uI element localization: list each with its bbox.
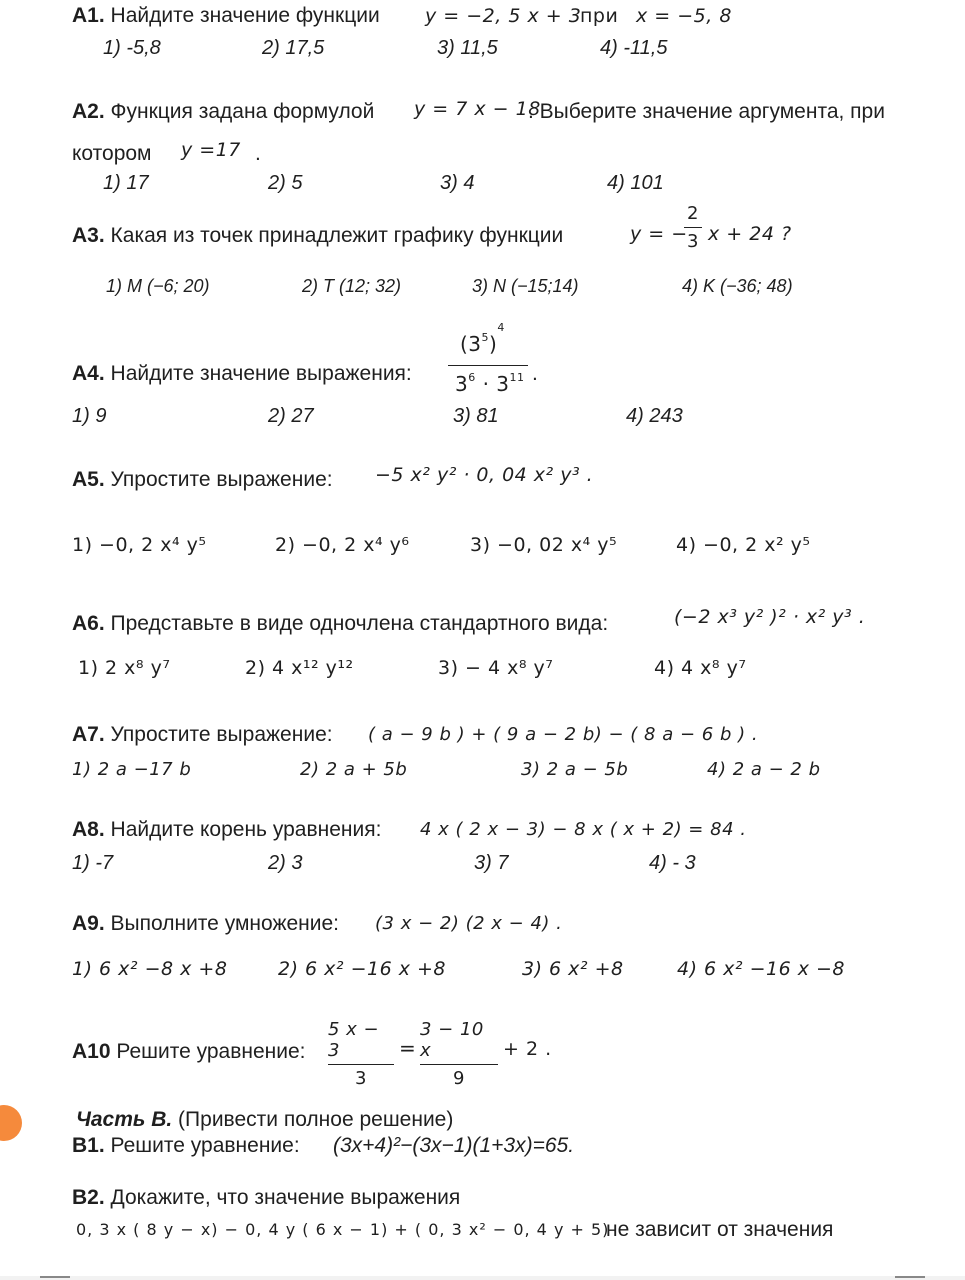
option-1: 1) 9 — [72, 405, 107, 427]
question-text — [72, 100, 374, 124]
option-2: 2) 6 x² −16 x +8 — [278, 958, 446, 980]
question-label: А7. — [72, 723, 105, 746]
option-1: 1) −0, 2 x⁴ y⁵ — [72, 534, 207, 556]
numerator-exponent-outer: 4 — [497, 321, 505, 334]
question-text — [72, 224, 563, 248]
question-prompt: Докажите, что значение выражения — [104, 1186, 461, 1209]
question-b2 — [72, 1186, 460, 1210]
option-3: 3) N (−15;14) — [472, 276, 579, 296]
option-4: 4) -11,5 — [600, 37, 668, 59]
option-2: 2) 17,5 — [262, 37, 325, 59]
denominator-base: 3 — [455, 372, 469, 396]
formula-prefix: y = − — [630, 223, 688, 245]
question-text — [72, 4, 380, 28]
option-3: 3) 4 — [440, 172, 475, 194]
option-3: 3) 6 x² +8 — [522, 958, 624, 980]
formula: y = 7 x − 18 — [414, 98, 541, 120]
fraction-bar — [684, 227, 702, 228]
option-1: 1) -7 — [72, 852, 114, 874]
question-text — [72, 723, 333, 747]
part-b-title: Часть В. — [76, 1108, 173, 1131]
formula: y = −2, 5 x + 3 — [425, 5, 582, 27]
expression: (3 x − 2) (2 x − 4) . — [375, 913, 563, 934]
fraction-numerator: 3 − 10 x — [420, 1019, 484, 1061]
question-prompt: Упростите выражение: — [110, 723, 333, 746]
question-prompt: Найдите корень уравнения: — [110, 818, 382, 841]
fraction-denominator — [455, 372, 525, 396]
option-2: 2) 27 — [268, 405, 314, 427]
question-label: В1. — [72, 1134, 105, 1157]
b2-expression: 0, 3 x ( 8 y − x) − 0, 4 y ( 6 x − 1) + ( 0, 3 x² − 0, 4 y + 5) — [76, 1220, 610, 1239]
option-2: 2) 3 — [268, 852, 303, 874]
equals-sign: = — [399, 1036, 417, 1060]
numerator-base: (3 — [460, 332, 482, 356]
expression: −5 x² y² · 0, 04 x² y³ . — [375, 464, 594, 486]
bottom-bar — [0, 1276, 965, 1280]
question-prompt-cont: . Выберите значение аргумента, при — [528, 100, 885, 123]
option-1: 1) 17 — [103, 172, 149, 194]
y-value: y =17 — [181, 139, 241, 161]
fraction-bar — [420, 1064, 498, 1065]
b1-expression: (3x+4)²−(3x−1)(1+3x)=65. — [333, 1134, 575, 1157]
question-text — [72, 1040, 306, 1064]
period: . — [532, 362, 538, 385]
fraction-denominator: 3 — [687, 231, 699, 252]
question-prompt: Решите уравнение: — [116, 1040, 306, 1063]
numerator-close: ) — [489, 332, 498, 356]
question-prompt: Какая из точек принадлежит графику функции — [110, 224, 564, 247]
question-prompt: Функция задана формулой — [110, 100, 375, 123]
question-text — [72, 912, 339, 936]
option-2: 2) 4 x¹² y¹² — [245, 657, 354, 679]
question-label: А3. — [72, 224, 105, 247]
option-4: 4) 101 — [607, 172, 664, 194]
option-4: 4) 2 a − 2 b — [707, 759, 821, 780]
b2-prompt-tail: не зависит от значения — [606, 1218, 834, 1241]
question-label: А8. — [72, 818, 105, 841]
x-value: x = −5, 8 — [636, 5, 732, 27]
option-4: 4) 243 — [626, 405, 683, 427]
option-1: 1) -5,8 — [103, 37, 161, 59]
option-3: 3) 7 — [474, 852, 509, 874]
denominator-exponent-2: 11 — [509, 371, 525, 384]
option-3: 3) − 4 x⁸ y⁷ — [438, 657, 554, 679]
option-4: 4) - 3 — [649, 852, 696, 874]
condition-word: при — [580, 5, 619, 27]
question-b1 — [72, 1134, 300, 1158]
part-b-heading — [76, 1108, 453, 1132]
question-label: А5. — [72, 468, 105, 491]
question-label: А4. — [72, 362, 105, 385]
fraction-numerator — [460, 321, 505, 356]
period: . — [255, 142, 261, 165]
fraction-numerator: 2 — [687, 203, 699, 224]
fraction-bar — [448, 365, 528, 366]
option-4: 4) K (−36; 48) — [682, 276, 793, 296]
denominator-exponent-1: 6 — [468, 371, 476, 384]
expression: (−2 x³ y² )² · x² y³ . — [674, 606, 866, 628]
question-prompt: Найдите значение функции — [110, 4, 380, 27]
question-text — [72, 362, 412, 386]
question-label: А1. — [72, 4, 105, 27]
question-prompt: Представьте в виде одночлена стандартного вида: — [110, 612, 609, 635]
option-1: 1) 6 x² −8 x +8 — [72, 958, 228, 980]
numerator-exponent-inner: 5 — [481, 331, 490, 344]
fraction-right — [420, 1019, 498, 1089]
question-text — [72, 468, 333, 492]
option-4: 4) 6 x² −16 x −8 — [677, 958, 845, 980]
question-prompt: Найдите значение выражения: — [110, 362, 412, 385]
question-label: А6. — [72, 612, 105, 635]
denominator-second: · 3 — [475, 372, 510, 396]
question-label: А2. — [72, 100, 105, 123]
option-2: 2) T (12; 32) — [302, 276, 402, 296]
fraction-denominator: 3 — [355, 1068, 367, 1089]
question-prompt: Решите уравнение: — [110, 1134, 300, 1157]
fraction-denominator: 9 — [453, 1068, 465, 1089]
option-1: 1) 2 x⁸ y⁷ — [78, 657, 171, 679]
option-4: 4) 4 x⁸ y⁷ — [654, 657, 747, 679]
fraction-left — [328, 1019, 394, 1089]
bottom-bar-handle-left — [40, 1276, 70, 1278]
orange-dot-icon — [0, 1105, 22, 1141]
question-label: А9. — [72, 912, 105, 935]
option-3: 3) 11,5 — [437, 37, 498, 59]
part-b-note: (Привести полное решение) — [178, 1108, 454, 1131]
fraction-bar — [328, 1064, 394, 1065]
fraction-numerator: 5 x − 3 — [328, 1019, 380, 1061]
option-2: 2) −0, 2 x⁴ y⁶ — [275, 534, 410, 556]
question-label: В2. — [72, 1186, 105, 1209]
expression-tail: + 2 . — [503, 1038, 552, 1060]
question-text — [72, 818, 381, 842]
option-1: 1) 2 a −17 b — [72, 759, 192, 780]
question-prompt: Выполните умножение: — [110, 912, 340, 935]
option-2: 2) 2 a + 5b — [300, 759, 408, 780]
question-prompt: Упростите выражение: — [110, 468, 333, 491]
question-prompt-line2: котором — [72, 142, 152, 165]
formula-suffix: x + 24 ? — [708, 223, 792, 245]
question-text — [72, 612, 608, 636]
formula-fraction — [684, 203, 702, 252]
question-label: А10 — [72, 1040, 111, 1063]
expression: 4 x ( 2 x − 3) − 8 x ( x + 2) = 84 . — [420, 819, 747, 840]
expression: ( a − 9 b ) + ( 9 a − 2 b) − ( 8 a − 6 b ) . — [368, 724, 759, 745]
option-3: 3) 2 a − 5b — [521, 759, 629, 780]
option-3: 3) 81 — [453, 405, 499, 427]
option-4: 4) −0, 2 x² y⁵ — [676, 534, 811, 556]
bottom-bar-handle-right — [895, 1276, 925, 1278]
option-3: 3) −0, 02 x⁴ y⁵ — [470, 534, 618, 556]
option-2: 2) 5 — [268, 172, 303, 194]
option-1: 1) M (−6; 20) — [106, 276, 210, 296]
